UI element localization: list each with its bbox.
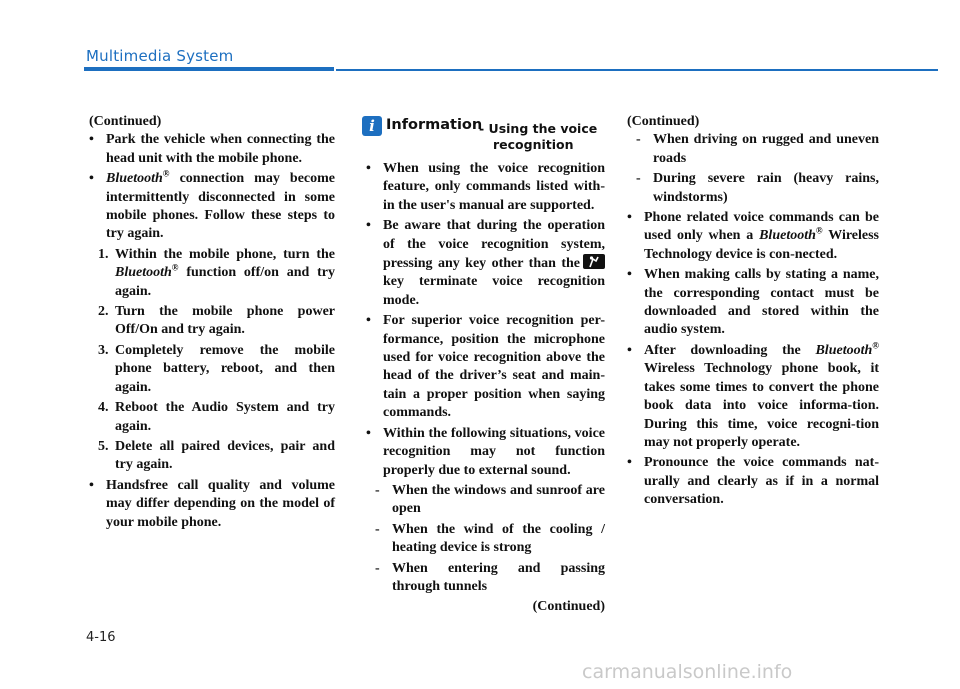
column-left [89, 113, 335, 534]
numbered-step: 3. Completely remove the mobile phone battery, reboot, and then again. [98, 342, 335, 395]
info-icon: i [362, 116, 382, 136]
page-number: 4-16 [86, 630, 116, 645]
dash-item: - When driving on rugged and uneven roads [636, 132, 879, 166]
section-title: Multimedia System [86, 47, 234, 65]
information-subtitle: - Using the voice recognition [479, 121, 598, 152]
list-item: • When using the voice recognition feature, only commands listed with-in the user's manual are supported. [366, 161, 605, 213]
voice-recognition-key-icon [583, 254, 605, 269]
list-item: • Handsfree call quality and volume may differ depending on the model of your mobile phone. [89, 477, 335, 530]
list-item: • Within the following situations, voice recognition may not function properly due to external sound. [366, 425, 605, 478]
header-bar-thick [84, 67, 334, 71]
dash-item: - When entering and passing through tunnels [375, 560, 605, 594]
list-item: • For superior voice recognition per-formance, position the microphone used for voice recognition above the head of the driver’s seat and main-tain a proper position when saying commands. [366, 313, 605, 421]
list-item: • After downloading the Bluetooth® Wireless Technology phone book, it takes some times to convert the phone book data into voice informa-tion. During this time, voice recogni-tion may not properly operate. [627, 340, 879, 450]
list-item: • Bluetooth® connection may become intermittently disconnected in some mobile phones. Follow these steps to try again. [89, 168, 335, 242]
numbered-step: 2. Turn the mobile phone power Off/On and try again. [98, 304, 335, 338]
list-item: • Be aware that during the operation of the voice recognition system, pressing any key other than the key terminate voice recognition mode. [366, 218, 605, 308]
dash-item: - When the wind of the cooling / heating device is strong [375, 521, 605, 556]
dash-item: - When the windows and sunroof are open [375, 482, 605, 517]
column-middle [366, 116, 605, 617]
header-rule [336, 69, 938, 71]
list-item: • Pronounce the voice commands nat-urally and clearly as if in a normal conversation. [627, 455, 879, 508]
list-item: • When making calls by stating a name, the corresponding contact must be downloaded and stored within the audio system. [627, 267, 879, 338]
watermark: carmanualsonline.info [582, 661, 793, 683]
dash-item: - During severe rain (heavy rains, windstorms) [636, 171, 879, 205]
continued-label: (Continued) [532, 599, 605, 615]
information-label: Information [386, 117, 483, 133]
information-header [366, 116, 605, 156]
continued-label: (Continued) [627, 114, 700, 129]
numbered-step: 4. Reboot the Audio System and try again. [98, 400, 335, 434]
list-item: • Park the vehicle when connecting the head unit with the mobile phone. [89, 132, 335, 166]
numbered-step: 5. Delete all paired devices, pair and try again. [98, 438, 335, 473]
column-right [627, 113, 879, 512]
continued-label: (Continued) [89, 114, 162, 129]
numbered-step: 1. Within the mobile phone, turn the Bluetooth® function off/on and try again. [98, 246, 335, 299]
list-item: • Phone related voice commands can be used only when a Bluetooth® Wireless Technology device is con-nected. [627, 210, 880, 262]
